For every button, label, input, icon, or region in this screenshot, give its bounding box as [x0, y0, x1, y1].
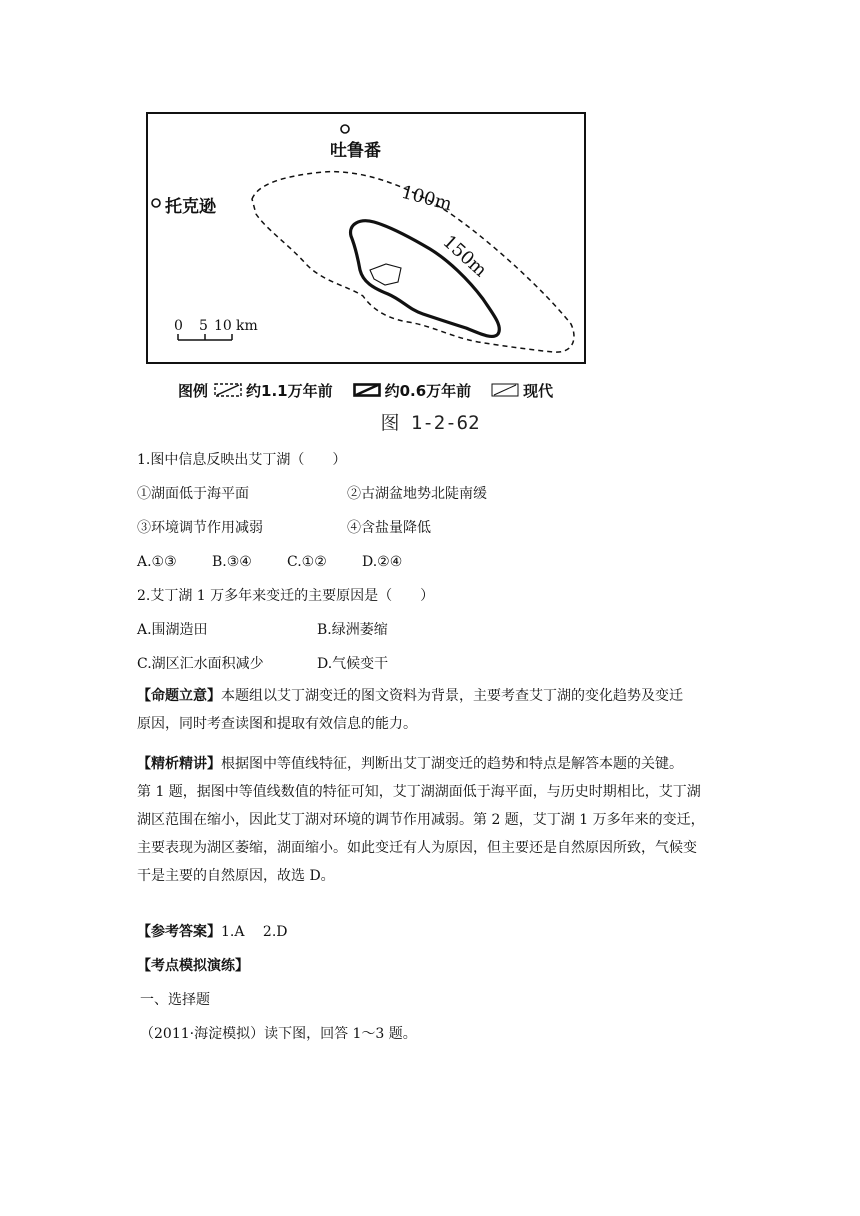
analysis-line-4: 主要表现为湖区萎缩，湖面缩小。如此变迁有人为原因，但主要还是自然原因所致，气候变: [137, 840, 697, 856]
analysis-line-1: 根据图中等值线特征，判断出艾丁湖变迁的趋势和特点是解答本题的关键。: [221, 756, 683, 772]
analysis-line-2: 第 1 题，据图中等值线数值的特征可知，艾丁湖湖面低于海平面，与历史时期相比，艾丁湖: [137, 784, 701, 800]
intent-paragraph: [137, 682, 737, 738]
present-lake-outline: [370, 264, 401, 285]
toksun-marker: [152, 199, 160, 207]
scale-label-10: 10: [214, 318, 232, 334]
q2-choice-d: D.气候变干: [317, 656, 389, 672]
q2-choice-c: C.湖区汇水面积减少: [137, 656, 264, 672]
q2-choice-b: B.绿洲萎缩: [317, 622, 388, 638]
practice-heading-line: [137, 956, 737, 976]
scale-label-5: 5: [199, 318, 208, 334]
legend-title: 图例: [178, 381, 209, 400]
legend-label-0-6: 约0.6万年前: [384, 381, 472, 400]
contour-label-150m: 150m: [438, 231, 491, 282]
analysis-paragraph: [137, 750, 737, 890]
legend-dashed-swatch: [214, 383, 242, 397]
q1-option-4: ④含盐量降低: [347, 520, 431, 536]
city-label-turpan: 吐鲁番: [330, 141, 381, 161]
analysis-line-3: 湖区范围在缩小，因此艾丁湖对环境的调节作用减弱。第 2 题，艾丁湖 1 万多年来的变迁，: [137, 812, 705, 828]
q1-choice-a: A.①③: [137, 554, 177, 570]
intent-line-2: 原因，同时考查读图和提取有效信息的能力。: [137, 716, 417, 732]
q1-option-3: ③环境调节作用减弱: [137, 520, 263, 536]
legend-thick-swatch: [353, 383, 381, 397]
legend-item-present: [485, 380, 553, 401]
section-title: 一、选择题: [140, 992, 210, 1008]
q1-option-1: ①湖面低于海平面: [137, 486, 249, 502]
scale-unit: km: [236, 318, 258, 334]
legend-thin-swatch: [491, 383, 519, 397]
intent-line-1: 本题组以艾丁湖变迁的图文资料为背景，主要考查艾丁湖的变化趋势及变迁: [221, 688, 683, 704]
map-legend: [178, 378, 567, 402]
q2-choice-a: A.围湖造田: [137, 622, 208, 638]
scale-label-0: 0: [174, 318, 183, 334]
legend-item-1-1: [208, 380, 333, 401]
intent-heading: 【命题立意】: [137, 688, 221, 704]
q2-stem: 2.艾丁湖 1 万多年来变迁的主要原因是（ ）: [137, 588, 435, 604]
q1-option-2: ②古湖盆地势北陡南缓: [347, 486, 487, 502]
lake-map-figure: [146, 112, 586, 364]
legend-item-0-6: [347, 380, 472, 401]
legend-label-present: 现代: [523, 381, 554, 400]
city-label-toksun: 托克逊: [165, 197, 216, 217]
answer-line: [137, 922, 737, 942]
analysis-heading: 【精析精讲】: [137, 756, 221, 772]
practice-heading: 【考点模拟演练】: [137, 958, 249, 974]
turpan-marker: [341, 125, 349, 133]
q1-choice-b: B.③④: [212, 554, 252, 570]
contour-label-100m: 100m: [399, 181, 455, 216]
legend-label-1-1: 约1.1万年前: [246, 381, 333, 400]
figure-caption: 图 1-2-62: [380, 412, 480, 434]
q1-stem: 1.图中信息反映出艾丁湖（ ）: [137, 452, 347, 468]
practice-prompt: （2011·海淀模拟）读下图，回答 1～3 题。: [140, 1026, 417, 1042]
answer-text: 1.A 2.D: [221, 924, 288, 940]
analysis-line-5: 干是主要的自然原因，故选 D。: [137, 868, 335, 884]
answer-heading: 【参考答案】: [137, 924, 221, 940]
q1-choice-d: D.②④: [362, 554, 403, 570]
q1-choice-c: C.①②: [287, 554, 327, 570]
